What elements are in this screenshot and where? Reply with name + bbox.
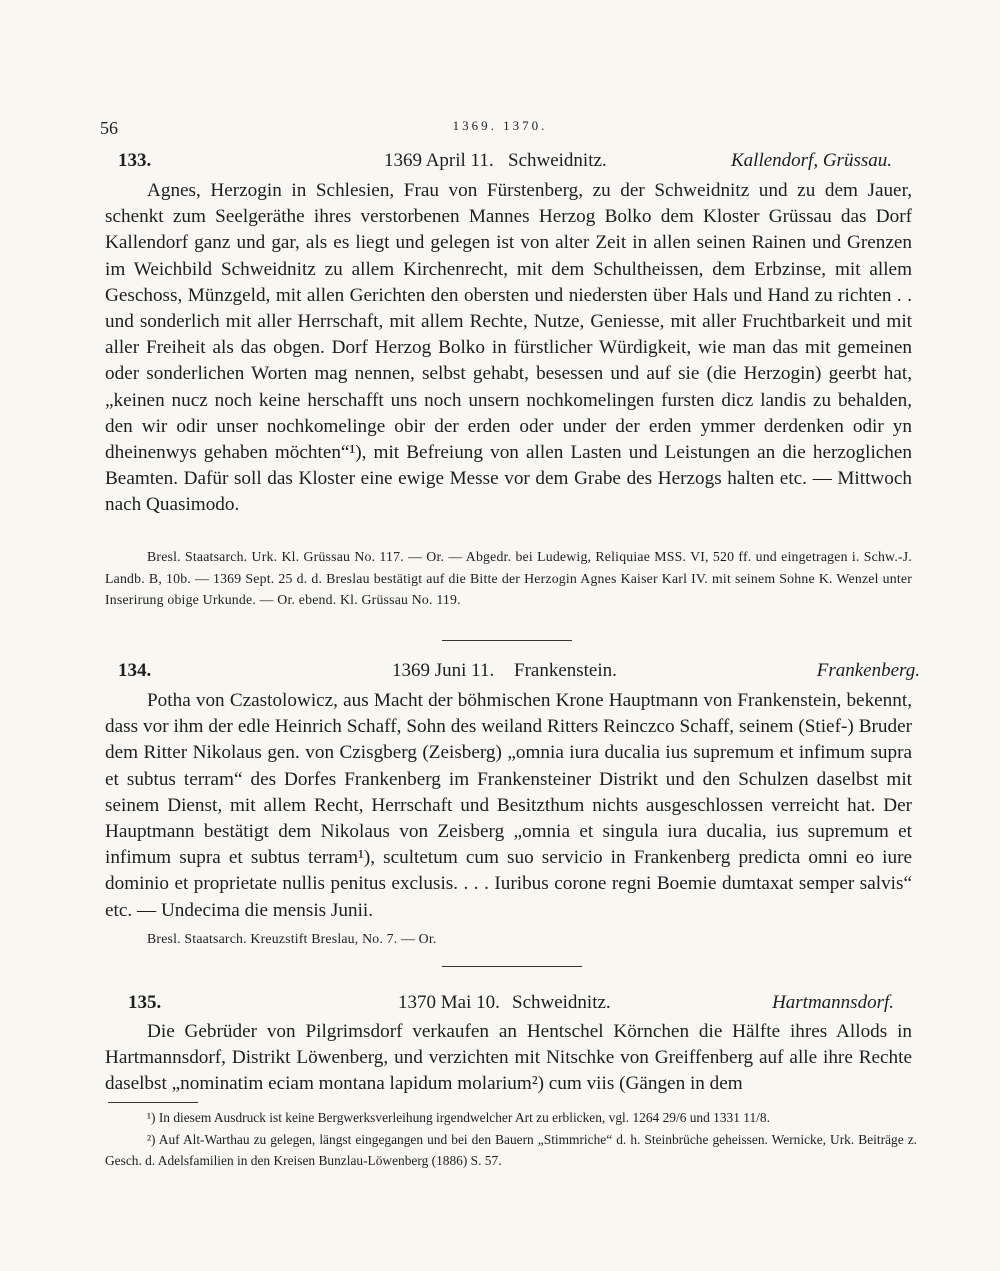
entry-133-header	[0, 150, 1000, 178]
entry-135-body: Die Gebrüder von Pilgrimsdorf verkaufen an Hentschel Körnchen die Hälfte ihres Allods in Hartmannsdorf, Distrikt Löwenberg, und verzichten mit Nitschke von Greiffenberg auf alle ihre Rechte daselbst „nominatim eciam montana lapidum molarium²) cum viis (Gängen in dem	[105, 1021, 912, 1095]
entry-number: 133.	[118, 150, 152, 171]
entry-date: 1369 April 11.	[384, 150, 494, 171]
entry-date: 1370 Mai 10.	[398, 992, 500, 1013]
entry-134-source: Bresl. Staatsarch. Kreuzstift Breslau, No. 7. — Or.	[147, 931, 437, 946]
entry-place: Frankenberg.	[816, 660, 920, 681]
entry-place: Hartmannsdorf.	[772, 992, 894, 1013]
entry-town: Frankenstein.	[514, 660, 617, 681]
page-number: 56	[100, 118, 118, 138]
running-head: 1369. 1370.	[452, 118, 548, 133]
footnote-1: ¹) In diesem Ausdruck ist keine Bergwerksverleihung irgendwelcher Art zu erblicken, vgl. 1264 29/6 und 1331 11/8.	[147, 1110, 770, 1125]
entry-133-source: Bresl. Staatsarch. Urk. Kl. Grüssau No. 117. — Or. — Abgedr. bei Ludewig, Reliquiae MSS. VI, 520 ff. und eingetragen i. Schw.-J. Landb. B, 10b. — 1369 Sept. 25 d. d. Breslau bestätigt auf die Bitte der Herzogin Agnes Kaiser Karl IV. mit seinem Sohne K. Wenzel unter Inserirung obige Urkunde. — Or. ebend. Kl. Grüssau No. 119.	[105, 549, 912, 607]
entry-134-header	[0, 660, 1000, 688]
entry-place: Kallendorf, Grüssau.	[731, 150, 892, 171]
entry-separator	[442, 966, 582, 967]
entry-135-header	[0, 992, 1000, 1020]
entry-number: 134.	[118, 660, 152, 681]
footnote-rule	[108, 1102, 198, 1103]
entry-134-body: Potha von Czastolowicz, aus Macht der böhmischen Krone Hauptmann von Frankenstein, bekennt, dass vor ihm der edle Heinrich Schaff, Sohn des weiland Ritters Reinczco Schaff, seinem (Stief-) Bruder dem Ritter Nikolaus gen. von Czisgberg (Zeisberg) „omnia iura ducalia ius supremum et infimum supra et subtus terram“ des Dorfes Frankenberg im Frankensteiner Distrikt und den Schulzen daselbst mit seinem Dienst, mit allem Recht, Herrschaft und Besitzthum nichts ausgeschlossen verreicht hat. Der Hauptmann bestätigt dem Nikolaus von Zeisberg „omnia et singula iura ducalia, ius supremum et infimum supra et subtus terram¹), scultetum cum suo servicio in Frankenberg predicta omni eo iure dominio et proprietate nullis penitus exclusis. . . . Iuribus corone regni Boemie dumtaxat semper salvis“ etc. — Undecima die mensis Junii.	[105, 690, 912, 921]
entry-town: Schweidnitz.	[512, 992, 611, 1013]
entry-separator	[442, 640, 572, 641]
entry-133-body: Agnes, Herzogin in Schlesien, Frau von Fürstenberg, zu der Schweidnitz und zu dem Jauer, schenkt zum Seelgeräthe ihres verstorbenen Mannes Herzog Bolko dem Kloster Grüssau das Dorf Kallendorf ganz und gar, als es liegt und gelegen ist von alter Zeit in allen seinen Rainen und Grenzen im Weichbild Schweidnitz zu allem Kirchenrecht, mit dem Schultheissen, dem Erbzinse, mit allem Geschoss, Münzgeld, mit allen Gerichten den obersten und niedersten über Hals und Hand zu richten . . und sonderlich mit aller Herrschaft, mit allem Rechte, Nutze, Geniesse, mit aller Fruchtbarkeit und mit aller Freiheit als das obgen. Dorf Herzog Bolko in fürstlicher Würdigkeit, wie man das mit gemeinen oder sonderlichen Worten mag nennen, selbst gehabt, besessen und auf sie (die Herzogin) geerbt hat, „keinen nucz noch keine herschafft uns noch unsern nochkomelingen fursten dicz landis zu behalden, den wir odir unser nochkomelinge obir der erden oder under der erden ymmer derdenken odir yn dheinenwys gehaben möchten“¹), mit Befreiung von allen Lasten und Leistungen an die herzoglichen Beamten. Dafür soll das Kloster eine ewige Messe vor dem Grabe des Herzogs halten etc. — Mittwoch nach Quasimodo.	[105, 180, 912, 516]
footnote-2: ²) Auf Alt-Warthau zu gelegen, längst eingegangen und bei den Bauern „Stimmriche“ d. h. Steinbrüche geheissen. Wernicke, Urk. Beiträge z. Gesch. d. Adelsfamilien in den Kreisen Bunzlau-Löwenberg (1886) S. 57.	[105, 1132, 917, 1168]
entry-number: 135.	[128, 992, 162, 1013]
entry-date: 1369 Juni 11.	[392, 660, 495, 681]
entry-town: Schweidnitz.	[508, 150, 607, 171]
